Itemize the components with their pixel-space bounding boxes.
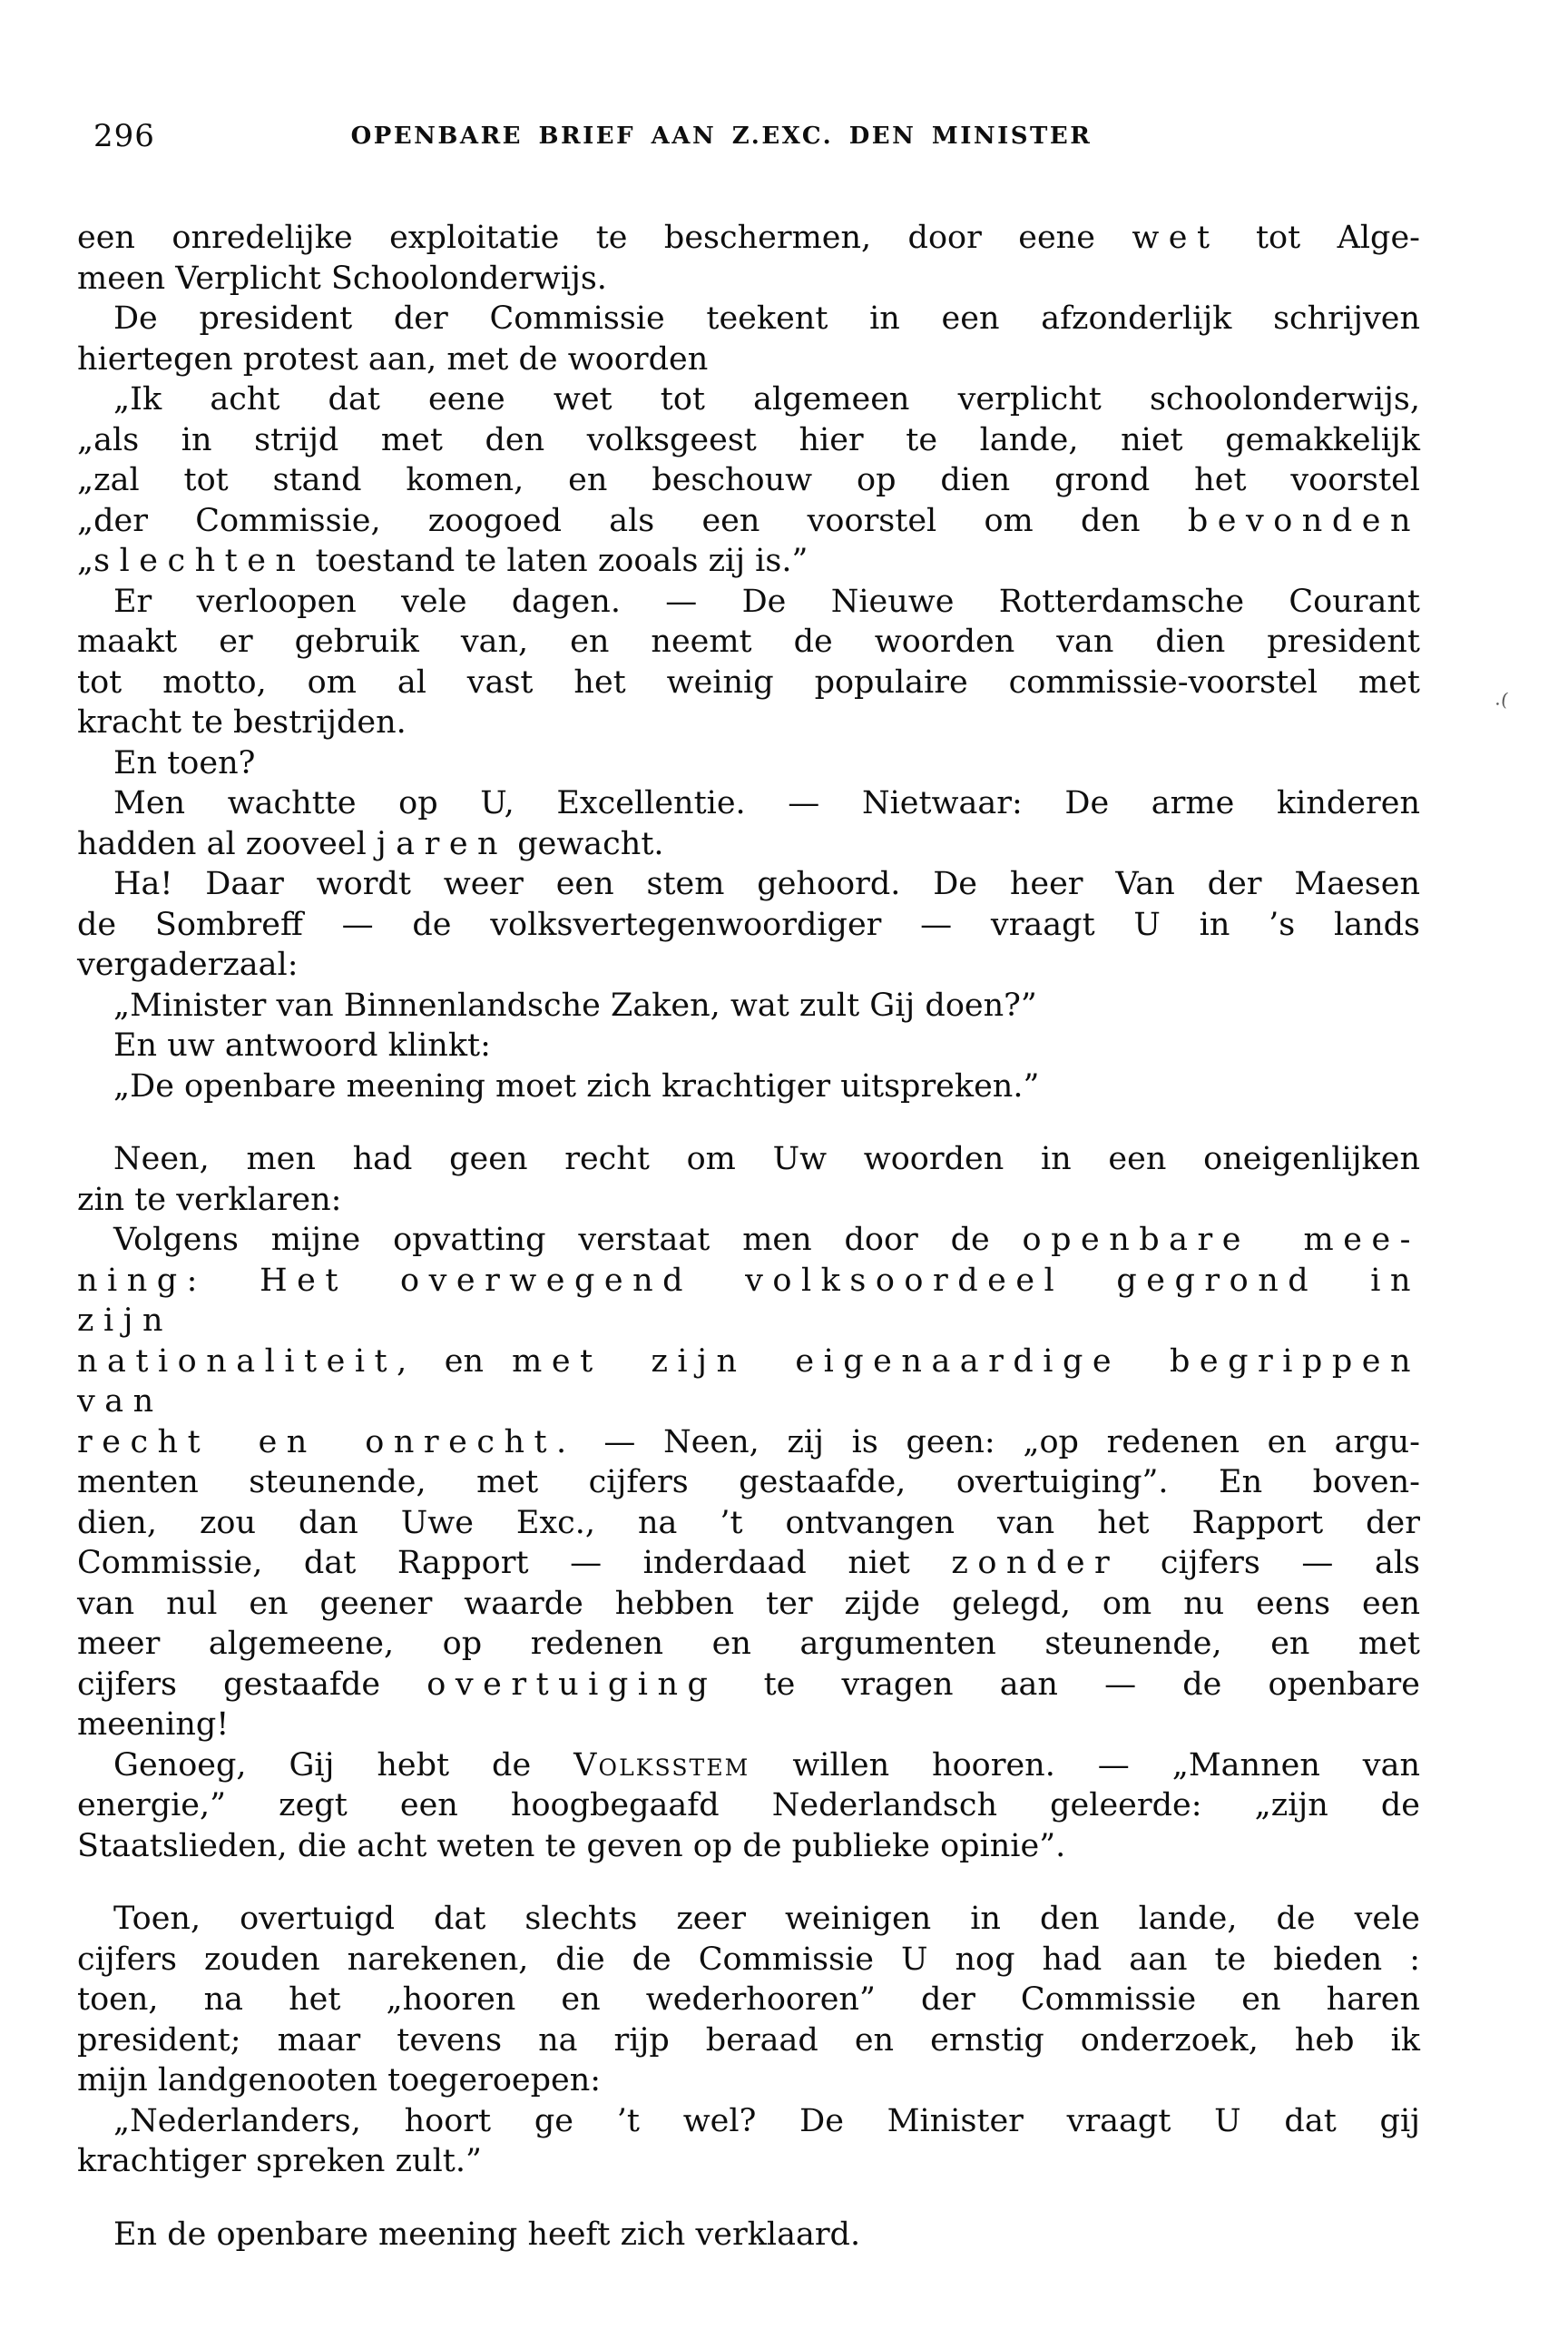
text-line: [77, 1462, 1420, 1503]
text-line: [77, 218, 1420, 259]
body-text: toestand te laten zooals zij is.”: [305, 543, 808, 579]
letterspaced-text: openbare mee-: [1022, 1222, 1420, 1258]
letterspaced-text: met zijn eigenaardige begrippen van: [77, 1342, 1420, 1420]
text-line: [77, 541, 1420, 582]
letterspaced-text: zonder: [951, 1545, 1120, 1581]
text-line: [77, 420, 1420, 461]
text-line: [77, 743, 1420, 784]
body-text: menten steunende, met cijfers gestaafde, overtuiging”. En boven-: [77, 1464, 1420, 1500]
body-text: tot Alge-: [1219, 220, 1420, 256]
running-title: OPENBARE BRIEF AAN Z.EXC. DEN MINISTER: [350, 123, 1093, 150]
text-line: [77, 299, 1420, 339]
body-text: mijn landgenooten toegeroepen:: [77, 2062, 602, 2098]
body-text: hiertegen protest aan, met de woorden: [77, 340, 709, 378]
body-text: Toen, overtuigd dat slechts zeer weinigen in den lande, de vele: [113, 1901, 1420, 1937]
text-line: [77, 1220, 1420, 1261]
text-line: [77, 1584, 1420, 1625]
body-text: de Sombreff — de volksvertegenwoordiger — vraagt U in ’s lands: [77, 906, 1420, 943]
body-text: „Nederlanders, hoort ge ’t wel? De Minister vraagt U dat gij: [113, 2102, 1420, 2139]
letterspaced-text: ning: Het overwegend volksoordeel gegrond in zijn: [77, 1262, 1420, 1339]
body-text: Staatslieden, die acht weten te geven op de publieke opinie”.: [77, 1827, 1066, 1864]
body-text: meer algemeene, op redenen en argumenten steunende, en met: [77, 1626, 1420, 1662]
text-line: [77, 1066, 1420, 1107]
letterspaced-text: nationaliteit,: [77, 1342, 416, 1380]
body-text: kracht te bestrijden.: [77, 704, 407, 741]
text-line: [77, 703, 1420, 743]
body-text: „zal tot stand komen, en beschouw op dien grond het voorstel: [77, 462, 1420, 498]
text-line: [77, 1745, 1420, 1786]
body-text: te vragen aan — de openbare: [717, 1666, 1420, 1703]
body-text: en: [416, 1342, 513, 1380]
body-text: Men wachtte op U, Excellentie. — Nietwaar: De arme kinderen: [113, 785, 1420, 821]
text-line: [77, 1665, 1420, 1705]
body-text: „De openbare meening moet zich krachtiger uitspreken.”: [113, 1067, 1040, 1105]
body-text: „Minister van Binnenlandsche Zaken, wat zult Gij doen?”: [113, 987, 1037, 1024]
body-text: hadden al zooveel: [77, 825, 377, 862]
text-line: [77, 259, 1420, 300]
text-line: [77, 783, 1420, 824]
text-line: [77, 1624, 1420, 1665]
body-text: cijfers — als: [1119, 1545, 1420, 1581]
letterspaced-text: slechten: [93, 543, 306, 579]
text-line: [77, 1980, 1420, 2020]
text-line: [77, 1261, 1420, 1341]
text-line: [77, 1422, 1420, 1463]
text-line: [77, 501, 1420, 542]
text-line: [77, 2215, 1420, 2255]
letterspaced-text: recht en onrecht.: [77, 1423, 576, 1460]
letterspaced-text: jaren: [376, 825, 508, 862]
body-text: Neen, men had geen recht om Uw woorden in een oneigenlijken: [113, 1141, 1420, 1177]
body-text: De president der Commissie teekent in een afzonderlijk schrijven: [113, 300, 1420, 337]
text-line: [77, 622, 1420, 663]
text-line: [77, 824, 1420, 865]
text-line: [77, 1826, 1420, 1867]
text-line: [77, 1705, 1420, 1745]
body-text: Genoeg, Gij hebt de: [113, 1746, 574, 1784]
body-text: „der Commissie, zoogoed als een voorstel om den: [77, 502, 1188, 539]
text-line: [77, 1899, 1420, 1940]
text-line: [77, 1026, 1420, 1066]
body-text: zin te verklaren:: [77, 1181, 342, 1218]
body-text: tot motto, om al vast het weinig populaire commissie-voorstel met: [77, 663, 1420, 701]
text-line: [77, 1785, 1420, 1826]
text-line: [77, 2020, 1420, 2061]
body-text: meening!: [77, 1706, 230, 1743]
text-line: [77, 1139, 1420, 1180]
body-text: En toen?: [113, 744, 256, 781]
body-text: Commissie, dat Rapport — inderdaad niet: [77, 1545, 952, 1581]
body-text: En uw antwoord klinkt:: [113, 1027, 491, 1064]
text-line: [77, 460, 1420, 501]
body-text: „Ik acht dat eene wet tot algemeen verplicht schoolonderwijs,: [113, 381, 1420, 418]
body-text: energie,” zegt een hoogbegaafd Nederlandsch geleerde: „zijn de: [77, 1787, 1420, 1823]
body-text: Er verloopen vele dagen. — De Nieuwe Rotterdamsche Courant: [113, 583, 1420, 620]
body-text: Volgens mijne opvatting verstaat men door de: [113, 1222, 1023, 1258]
page-header: [77, 118, 1420, 154]
body-text: gewacht.: [507, 825, 664, 862]
text-line: [77, 1543, 1420, 1584]
text-line: [77, 1341, 1420, 1422]
body-text: Ha! Daar wordt weer een stem gehoord. De heer Van der Maesen: [113, 866, 1420, 902]
body-text: toen, na het „hooren en wederhooren” der Commissie en haren: [77, 1981, 1420, 2018]
page-lines: [77, 218, 1420, 2255]
body-text: cijfers zouden narekenen, die de Commissie U nog had aan te bieden :: [77, 1941, 1420, 1978]
text-line: [77, 864, 1420, 905]
text-line: [77, 905, 1420, 946]
body-text: een onredelijke exploitatie te beschermen, door eene: [77, 220, 1132, 256]
text-line: [77, 339, 1420, 380]
body-text: dien, zou dan Uwe Exc., na ’t ontvangen van het Rapport der: [77, 1504, 1420, 1541]
text-line: [77, 2141, 1420, 2182]
letterspaced-text: wet: [1132, 220, 1220, 256]
text-line: [77, 663, 1420, 703]
text-line: [77, 1503, 1420, 1544]
letterspaced-text: bevonden: [1187, 502, 1420, 539]
body-text: meen Verplicht Schoolonderwijs.: [77, 260, 607, 297]
text-line: [77, 2101, 1420, 2142]
page-number: 296: [93, 118, 155, 154]
body-text: „: [77, 543, 94, 579]
body-text: maakt er gebruik van, en neemt de woorden van dien president: [77, 624, 1420, 660]
text-line: [77, 945, 1420, 986]
small-caps-text: Volksstem: [573, 1746, 750, 1784]
body-text: willen hooren. — „Mannen van: [750, 1746, 1420, 1784]
text-line: [77, 1180, 1420, 1221]
body-text: — Neen, zij is geen: „op redenen en argu-: [575, 1423, 1420, 1460]
text-line: [77, 582, 1420, 623]
body-text: president; maar tevens na rijp beraad en ernstig onderzoek, heb ik: [77, 2021, 1420, 2059]
text-line: [77, 986, 1420, 1027]
text-line: [77, 2060, 1420, 2101]
letterspaced-text: overtuiging: [426, 1666, 718, 1703]
body-text: En de openbare meening heeft zich verklaard.: [113, 2216, 861, 2253]
scan-artifact: .(: [1494, 687, 1510, 711]
text-line: [77, 1940, 1420, 1980]
body-text: cijfers gestaafde: [77, 1666, 427, 1703]
text-line: [77, 379, 1420, 420]
body-text: „als in strijd met den volksgeest hier te lande, niet gemakkelijk: [77, 421, 1420, 458]
body-text: van nul en geener waarde hebben ter zijde gelegd, om nu eens een: [77, 1585, 1420, 1622]
body-text: krachtiger spreken zult.”: [77, 2143, 482, 2179]
body-text: vergaderzaal:: [77, 947, 299, 983]
